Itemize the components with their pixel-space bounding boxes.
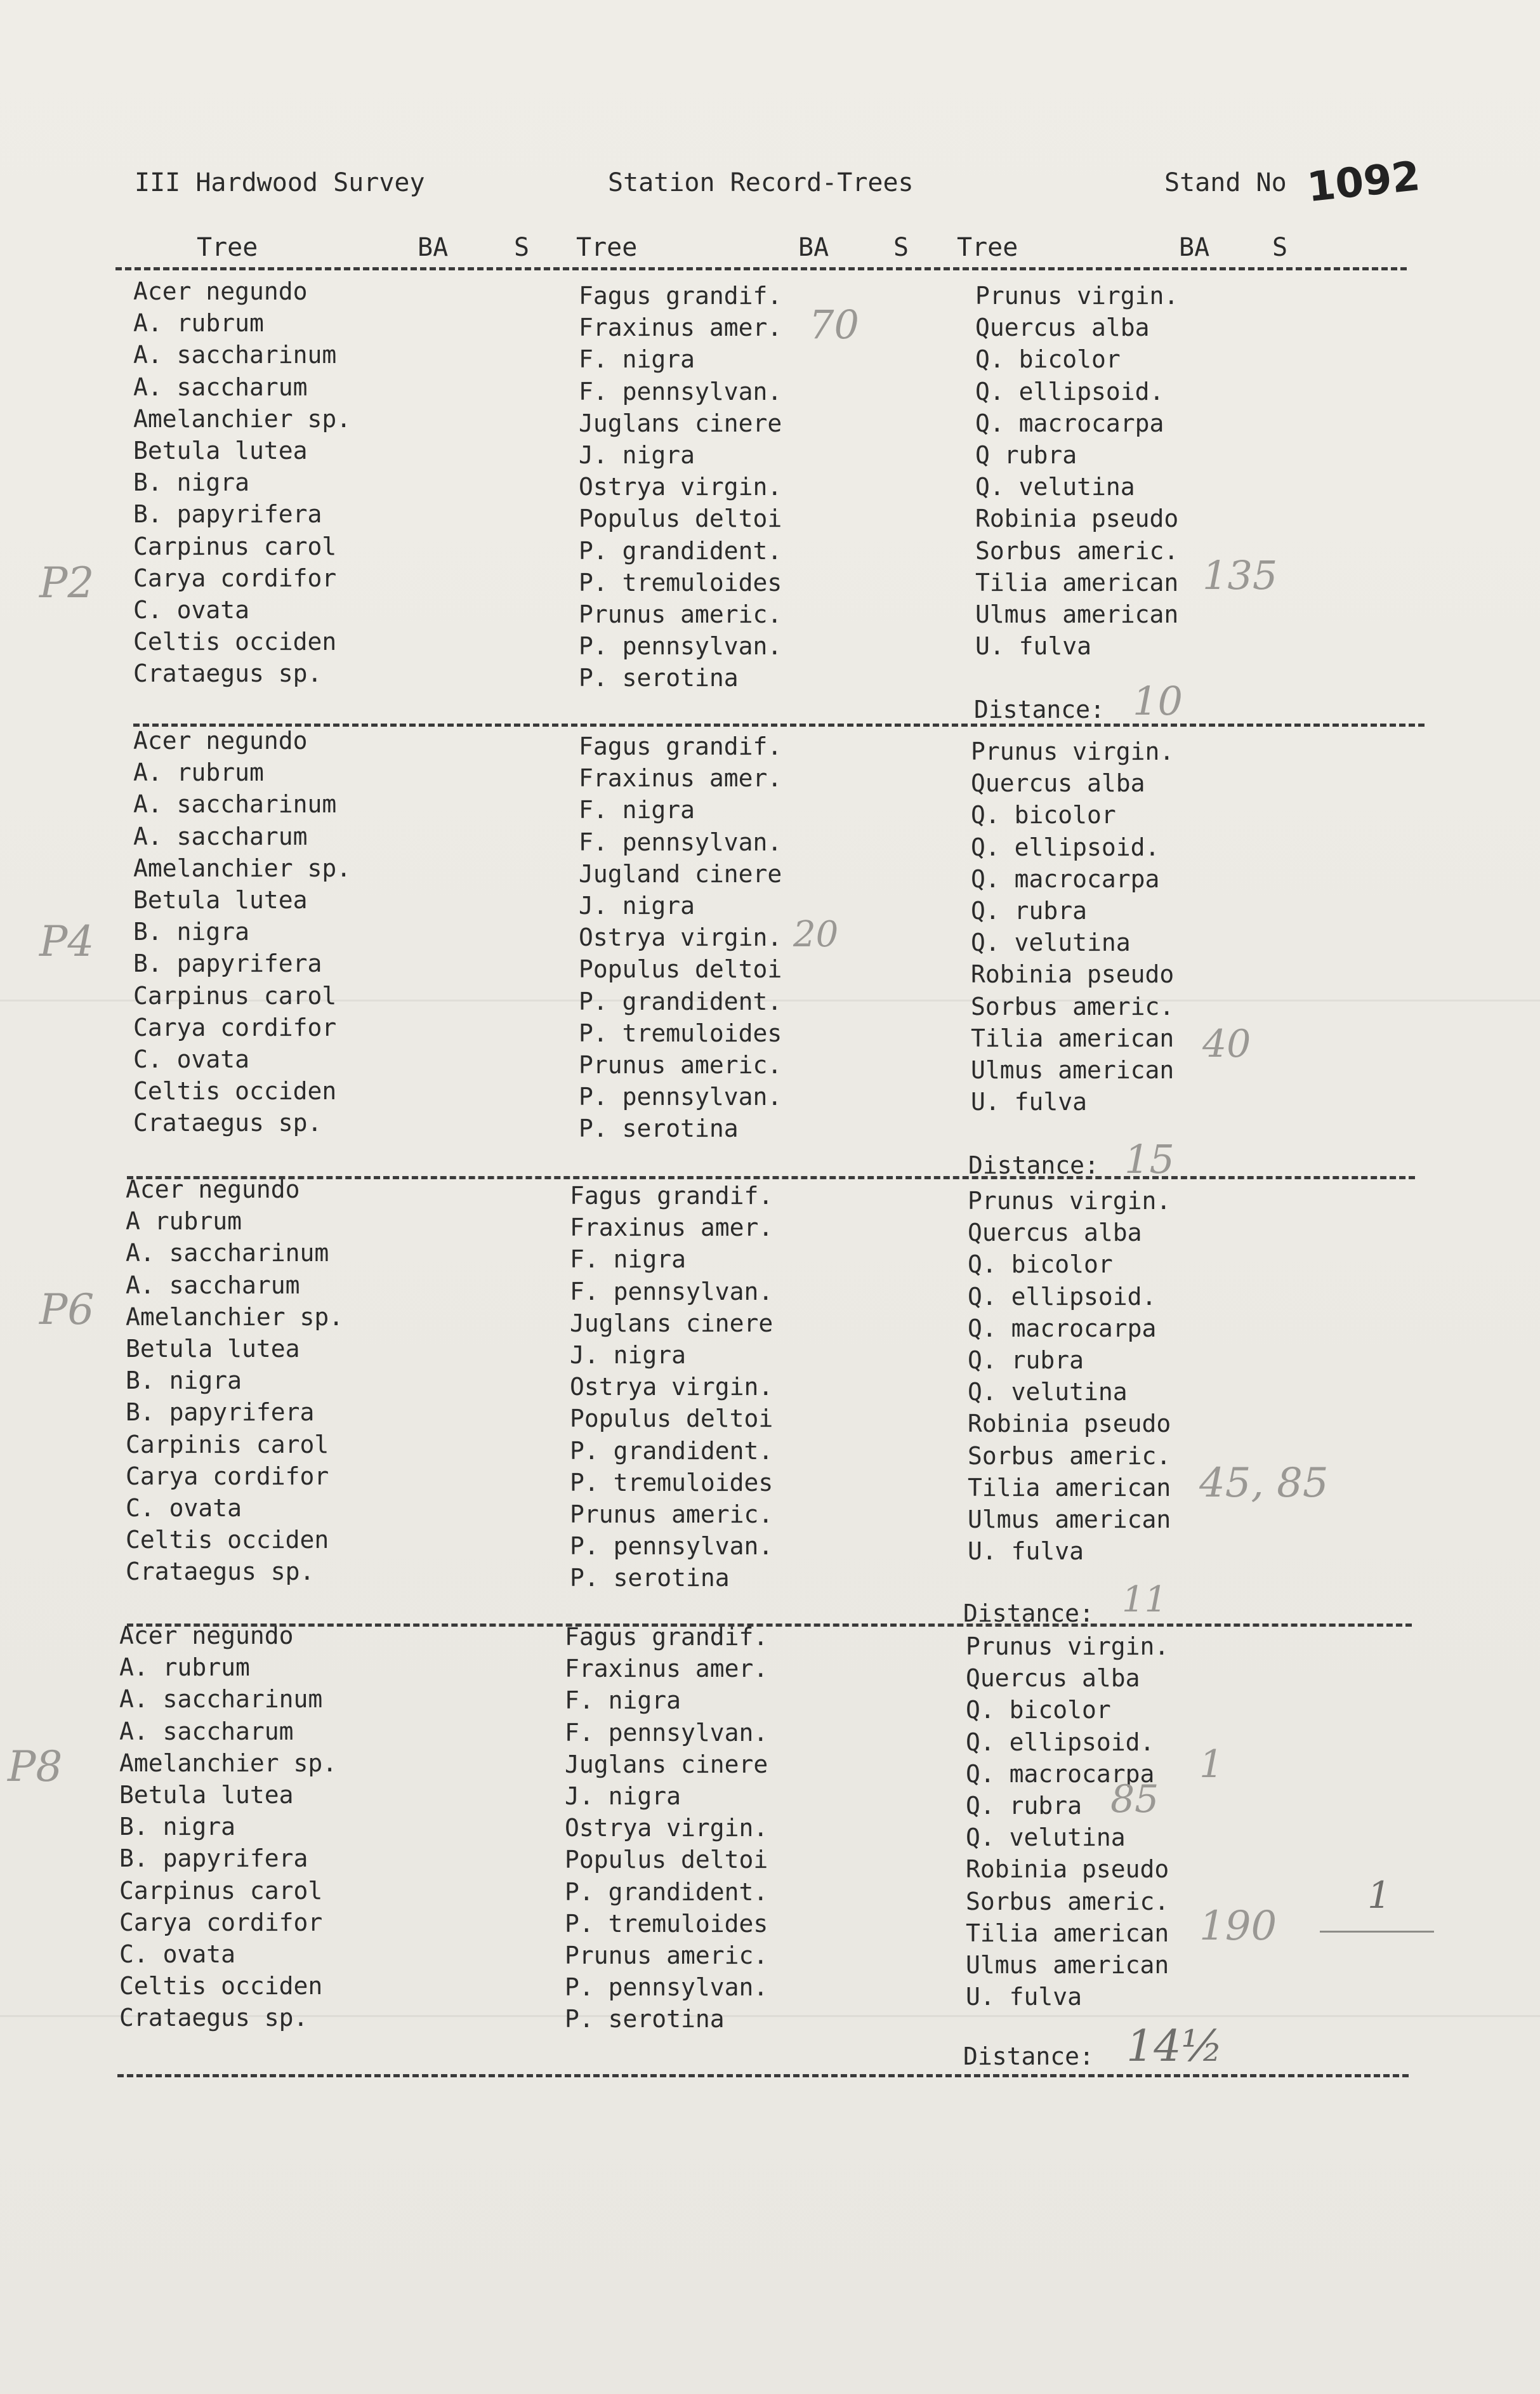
ba-entry: 45, 85 xyxy=(1199,1460,1329,1507)
ba-entry: 85 xyxy=(1110,1777,1159,1822)
species-entry: Ulmus american xyxy=(966,1951,1169,1979)
stand-number: 1092 xyxy=(1305,152,1423,212)
species-entry: Prunus americ. xyxy=(565,1941,768,1969)
species-entry: Populus deltoi xyxy=(579,955,782,984)
species-entry: C. ovata xyxy=(133,1045,250,1073)
species-entry: Sorbus americ. xyxy=(971,992,1175,1021)
species-entry: P. pennsylvan. xyxy=(579,632,782,661)
species-entry: Robinia pseudo xyxy=(966,1855,1169,1884)
species-entry: Prunus virgin. xyxy=(968,1187,1171,1215)
ba-entry: 1 xyxy=(1199,1742,1224,1787)
species-entry: P. grandident. xyxy=(570,1436,773,1465)
species-entry: C. ovata xyxy=(126,1494,242,1522)
species-entry: Q. bicolor xyxy=(975,345,1121,374)
col-header-tree: Tree xyxy=(957,233,1018,262)
species-entry: Ulmus american xyxy=(971,1056,1175,1084)
species-entry: Fagus grandif. xyxy=(570,1182,773,1210)
station-label: P8 xyxy=(8,1742,63,1791)
species-entry: Quercus alba xyxy=(971,769,1145,798)
species-entry: Fraxinus amer. xyxy=(565,1655,768,1683)
species-entry: Celtis occiden xyxy=(133,628,337,656)
species-entry: Ulmus american xyxy=(968,1505,1171,1533)
species-entry: Carpinus carol xyxy=(133,981,337,1010)
species-entry: Fraxinus amer. xyxy=(579,764,782,793)
species-entry: Tilia american xyxy=(971,1024,1175,1052)
species-entry: Tilia american xyxy=(966,1919,1169,1947)
species-entry: Betula lutea xyxy=(133,437,308,465)
species-entry: P. serotina xyxy=(570,1564,730,1592)
species-entry: Juglans cinere xyxy=(565,1750,768,1778)
species-entry: Amelanchier sp. xyxy=(126,1302,344,1331)
species-entry: Celtis occiden xyxy=(119,1972,323,2001)
species-entry: Q. bicolor xyxy=(968,1250,1113,1279)
species-entry: Q. macrocarpa xyxy=(968,1314,1157,1342)
section-divider xyxy=(117,2074,1409,2077)
form-title: Station Record-Trees xyxy=(608,168,914,197)
species-entry: Celtis occiden xyxy=(133,1077,337,1106)
species-entry: B. nigra xyxy=(126,1366,242,1395)
species-entry: P. grandident. xyxy=(565,1877,768,1906)
species-entry: Robinia pseudo xyxy=(968,1410,1171,1438)
species-entry: P. serotina xyxy=(565,2005,725,2034)
species-entry: Robinia pseudo xyxy=(975,505,1179,533)
col-header-ba: BA xyxy=(798,233,829,262)
species-entry: U. fulva xyxy=(968,1537,1084,1566)
species-entry: A. saccharinum xyxy=(133,790,337,819)
species-entry: Q. velutina xyxy=(975,473,1135,501)
species-entry: Ostrya virgin. xyxy=(579,923,782,952)
species-entry: Acer negundo xyxy=(133,277,308,305)
section-divider xyxy=(115,267,1407,270)
species-entry: J. nigra xyxy=(570,1341,687,1369)
species-entry: P. serotina xyxy=(579,664,739,692)
section-divider xyxy=(127,1176,1415,1179)
species-entry: F. pennsylvan. xyxy=(579,828,782,856)
species-entry: Jugland cinere xyxy=(579,859,782,888)
species-entry: Q. ellipsoid. xyxy=(971,833,1160,861)
section-divider xyxy=(127,1624,1412,1627)
species-entry: A. rubrum xyxy=(133,758,264,787)
species-entry: Prunus virgin. xyxy=(975,282,1179,310)
species-entry: Fraxinus amer. xyxy=(570,1214,773,1242)
species-entry: C. ovata xyxy=(133,596,250,624)
species-entry: Fagus grandif. xyxy=(579,732,782,760)
distance-label: Distance: xyxy=(974,696,1105,724)
species-entry: C. ovata xyxy=(119,1940,236,1968)
species-entry: A. saccharum xyxy=(133,822,308,850)
species-entry: Fagus grandif. xyxy=(579,282,782,310)
species-entry: Carya cordifor xyxy=(126,1462,329,1490)
col-header-s: S xyxy=(514,233,530,262)
species-entry: Q. velutina xyxy=(968,1378,1128,1406)
col-header-tree: Tree xyxy=(197,233,258,262)
species-entry: U. fulva xyxy=(971,1088,1088,1116)
species-entry: Sorbus americ. xyxy=(975,536,1179,565)
species-entry: Q. ellipsoid. xyxy=(966,1728,1155,1756)
species-entry: A rubrum xyxy=(126,1207,242,1236)
distance-label: Distance: xyxy=(963,2042,1094,2070)
species-entry: Ostrya virgin. xyxy=(565,1814,768,1842)
distance-label: Distance: xyxy=(963,1599,1094,1627)
species-entry: Fagus grandif. xyxy=(565,1623,768,1651)
species-entry: Carya cordifor xyxy=(133,564,337,592)
species-entry: P. grandident. xyxy=(579,987,782,1015)
species-entry: Fraxinus amer. xyxy=(579,314,782,342)
station-label: P2 xyxy=(39,559,95,607)
station-label: P4 xyxy=(39,917,95,966)
species-entry: Betula lutea xyxy=(133,886,308,914)
species-entry: A. rubrum xyxy=(119,1653,250,1682)
species-entry: Crataegus sp. xyxy=(133,659,322,688)
distance-label: Distance: xyxy=(968,1151,1099,1179)
col-header-ba: BA xyxy=(418,233,449,262)
distance-value: 11 xyxy=(1122,1579,1168,1620)
distance-value: 14½ xyxy=(1126,2021,1223,2072)
species-entry: F. nigra xyxy=(565,1686,681,1715)
species-entry: Ostrya virgin. xyxy=(570,1373,773,1401)
species-entry: Crataegus sp. xyxy=(133,1109,322,1137)
species-entry: P. grandident. xyxy=(579,536,782,565)
species-entry: Betula lutea xyxy=(119,1781,294,1809)
species-entry: Q. bicolor xyxy=(971,801,1116,830)
species-entry: P. tremuloides xyxy=(579,568,782,597)
species-entry: Sorbus americ. xyxy=(966,1887,1169,1915)
stand-label: Stand No xyxy=(1164,168,1287,197)
species-entry: F. nigra xyxy=(570,1245,687,1274)
species-entry: Amelanchier sp. xyxy=(119,1749,338,1777)
ba-entry: 135 xyxy=(1202,552,1278,598)
species-entry: Prunus americ. xyxy=(579,600,782,628)
survey-title: III Hardwood Survey xyxy=(135,168,425,197)
species-entry: Q. ellipsoid. xyxy=(975,377,1164,406)
species-entry: F. pennsylvan. xyxy=(565,1718,768,1747)
station-label: P6 xyxy=(39,1285,95,1334)
species-entry: Juglans cinere xyxy=(579,409,782,437)
species-entry: J. nigra xyxy=(579,892,695,920)
species-entry: Crataegus sp. xyxy=(119,2004,308,2032)
species-entry: Carpinus carol xyxy=(119,1876,323,1905)
species-entry: Prunus americ. xyxy=(570,1500,773,1528)
species-entry: B. nigra xyxy=(133,468,250,497)
species-entry: Amelanchier sp. xyxy=(133,404,352,433)
species-entry: Sorbus americ. xyxy=(968,1441,1171,1470)
species-entry: Populus deltoi xyxy=(570,1405,773,1433)
col-header-ba: BA xyxy=(1179,233,1210,262)
species-entry: Q. ellipsoid. xyxy=(968,1282,1157,1311)
species-entry: Q. velutina xyxy=(966,1823,1126,1852)
species-entry: A. saccharinum xyxy=(119,1685,323,1714)
species-entry: U. fulva xyxy=(966,1983,1083,2011)
species-entry: Q. macrocarpa xyxy=(975,409,1164,437)
species-entry: Crataegus sp. xyxy=(126,1557,315,1586)
species-entry: Ulmus american xyxy=(975,600,1179,628)
ba-entry: 190 xyxy=(1199,1903,1277,1950)
col-header-tree: Tree xyxy=(576,233,638,262)
species-entry: Q. rubra xyxy=(971,897,1088,925)
species-entry: Q. rubra xyxy=(966,1792,1083,1820)
species-entry: Prunus virgin. xyxy=(971,737,1175,765)
species-entry: A. rubrum xyxy=(133,309,264,338)
species-entry: Juglans cinere xyxy=(570,1309,773,1337)
species-entry: U. fulva xyxy=(975,632,1092,661)
tally-line xyxy=(1320,1931,1434,1933)
species-entry: Q. macrocarpa xyxy=(966,1759,1155,1788)
species-entry: J. nigra xyxy=(579,441,695,469)
species-entry: Quercus alba xyxy=(968,1219,1142,1247)
species-entry: P. pennsylvan. xyxy=(565,1973,768,2002)
species-entry: P. tremuloides xyxy=(565,1909,768,1938)
species-entry: Amelanchier sp. xyxy=(133,854,352,882)
species-entry: Quercus alba xyxy=(966,1664,1140,1693)
species-entry: F. nigra xyxy=(579,796,695,824)
s-entry: 1 xyxy=(1367,1874,1391,1917)
species-entry: B. nigra xyxy=(133,918,250,946)
species-entry: Tilia american xyxy=(975,568,1179,597)
species-entry: Acer negundo xyxy=(119,1622,294,1650)
species-entry: F. pennsylvan. xyxy=(570,1277,773,1306)
species-entry: A. saccharinum xyxy=(133,341,337,369)
species-entry: Q. velutina xyxy=(971,929,1131,957)
species-entry: Populus deltoi xyxy=(565,1846,768,1874)
species-entry: P. pennsylvan. xyxy=(579,1083,782,1111)
species-entry: P. tremuloides xyxy=(570,1468,773,1497)
species-entry: J. nigra xyxy=(565,1782,681,1810)
species-entry: P. tremuloides xyxy=(579,1019,782,1047)
species-entry: Carya cordifor xyxy=(119,1908,323,1936)
species-entry: F. pennsylvan. xyxy=(579,377,782,406)
species-entry: Betula lutea xyxy=(126,1335,300,1363)
species-entry: Ostrya virgin. xyxy=(579,473,782,501)
species-entry: P. pennsylvan. xyxy=(570,1532,773,1561)
species-entry: Q rubra xyxy=(975,441,1077,469)
species-entry: B. papyrifera xyxy=(126,1398,315,1427)
section-divider xyxy=(133,724,1425,727)
species-entry: Q. rubra xyxy=(968,1346,1084,1374)
species-entry: Prunus americ. xyxy=(579,1051,782,1079)
species-entry: Celtis occiden xyxy=(126,1526,329,1554)
species-entry: Robinia pseudo xyxy=(971,960,1175,989)
species-entry: Q. macrocarpa xyxy=(971,864,1160,893)
species-entry: Carpinus carol xyxy=(133,532,337,560)
species-entry: Q. bicolor xyxy=(966,1696,1111,1724)
species-entry: Populus deltoi xyxy=(579,505,782,533)
ba-entry: 40 xyxy=(1202,1022,1251,1066)
species-entry: Carpinis carol xyxy=(126,1430,329,1458)
species-entry: A. saccharinum xyxy=(126,1239,329,1267)
ba-entry: 20 xyxy=(793,914,839,955)
distance-value: 10 xyxy=(1133,678,1183,724)
ba-entry: 70 xyxy=(809,301,859,348)
species-entry: B. papyrifera xyxy=(133,949,322,978)
species-entry: F. nigra xyxy=(579,345,695,374)
species-entry: Acer negundo xyxy=(133,727,308,755)
species-entry: P. serotina xyxy=(579,1114,739,1143)
col-header-s: S xyxy=(893,233,909,262)
species-entry: Acer negundo xyxy=(126,1175,300,1203)
distance-value: 15 xyxy=(1124,1136,1175,1182)
species-entry: A. saccharum xyxy=(119,1717,294,1745)
species-entry: A. saccharum xyxy=(133,373,308,401)
species-entry: Quercus alba xyxy=(975,314,1150,342)
species-entry: Tilia american xyxy=(968,1473,1171,1502)
species-entry: B. nigra xyxy=(119,1813,236,1841)
col-header-s: S xyxy=(1272,233,1288,262)
species-entry: Carya cordifor xyxy=(133,1013,337,1042)
species-entry: A. saccharum xyxy=(126,1271,300,1299)
species-entry: Prunus virgin. xyxy=(966,1632,1169,1660)
species-entry: B. papyrifera xyxy=(119,1844,308,1873)
species-entry: B. papyrifera xyxy=(133,500,322,529)
